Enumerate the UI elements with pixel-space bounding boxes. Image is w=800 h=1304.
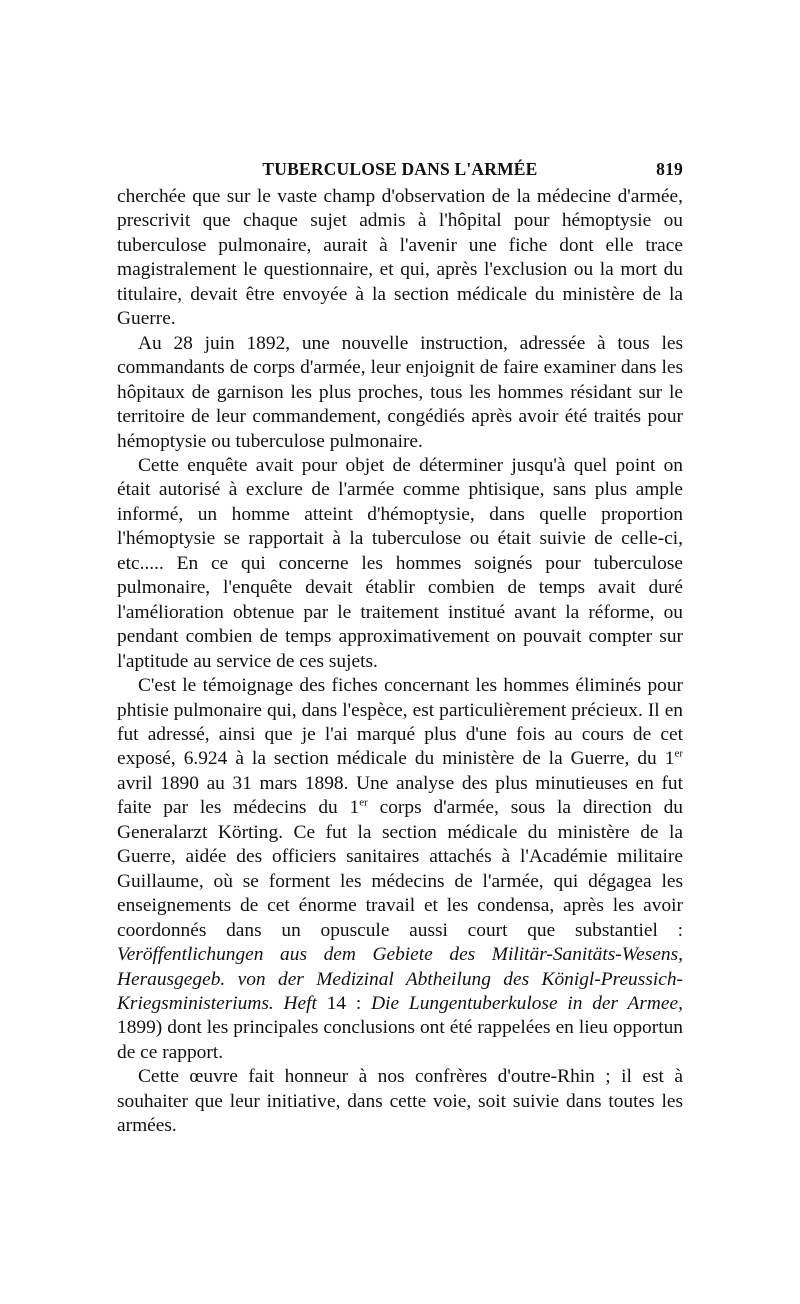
text-span: 14 :: [316, 992, 372, 1014]
paragraph-testimony: [117, 674, 683, 1065]
superscript: er: [674, 747, 683, 760]
paragraph-continuation: cherchée que sur le vaste champ d'observation de la médecine d'armée, prescrivit que chaque sujet admis à l'hôpital pour hémoptysie ou tuberculose pulmonaire, aurait à l'avenir une fiche dont elle trace magistralement le questionnaire, et qui, après l'exclusion ou la mort du titulaire, devait être envoyée à la section médicale du ministère de la Guerre.: [117, 186, 683, 330]
text-span: corps d'armée, sous la direction du Generalarzt Körting. Ce fut la section médicale du ministère de la Guerre, aidée des officiers sanitaires attachés à l'Académie militaire Guillaume, où se forment les médecins de l'armée, qui dégagea les enseignements de cet énorme travail et les condensa, après les avoir coordonnés dans un opuscule aussi court que substantiel :: [117, 797, 683, 941]
citation-subtitle: Die Lungentuberkulose in der Armee,: [371, 992, 683, 1014]
paragraph-inquiry: Cette enquête avait pour objet de déterminer jusqu'à quel point on était autorisé à exclure de l'armée comme phtisique, sans plus ample informé, un homme atteint d'hémoptysie, dans quelle proportion l'hémoptysie se rapportait à la tuberculose ou était suivie de celle-ci, etc..... En ce qui concerne les hommes soignés pour tuberculose pulmonaire, l'enquête devait établir combien de temps avait duré l'amélioration obtenue par le traitement institué avant la réforme, ou pendant combien de temps approximativement on pouvait compter sur l'aptitude au service de ces sujets.: [117, 454, 683, 672]
text-span: avril 1890 au 31 mars 1898. Une analyse des plus minutieuses en fut faite par les médecins du 1: [117, 772, 683, 819]
paragraph-instruction-1892: Au 28 juin 1892, une nouvelle instruction, adressée à tous les commandants de corps d'armée, leur enjoignit de faire examiner dans les hôpitaux de garnison les plus proches, tous les hommes résidant sur le territoire de leur commandement, congédiés après avoir été traités pour hémoptysie ou tuberculose pulmonaire.: [117, 332, 683, 452]
citation-title: Veröffentlichungen aus dem Gebiete des Militär-Sanitäts-Wesens, Herausgegeb. von der Medizinal Abtheilung des Königl-Preussich-Kriegsministeriums. Heft: [117, 944, 683, 1014]
page-number: 819: [656, 159, 683, 179]
body-text: [117, 185, 683, 1139]
text-span: 1899) dont les principales conclusions ont été rappelées en lieu opportun de ce rapport.: [117, 1017, 683, 1063]
running-title: TUBERCULOSE DANS L'ARMÉE: [262, 159, 538, 179]
paragraph-conclusion: Cette œuvre fait honneur à nos confrères d'outre-Rhin ; il est à souhaiter que leur initiative, dans cette voie, soit suivie dans toutes les armées.: [117, 1066, 683, 1137]
superscript: er: [359, 796, 368, 809]
book-page: [117, 155, 683, 1139]
running-head: [117, 155, 683, 185]
text-span: C'est le témoignage des fiches concernant les hommes éliminés pour phtisie pulmonaire qui, dans l'espèce, est particulièrement précieux. Il en fut adressé, ainsi que je l'ai marqué plus d'une fois au cours de cet exposé, 6.924 à la section médicale du ministère de la Guerre, du 1: [117, 675, 683, 770]
